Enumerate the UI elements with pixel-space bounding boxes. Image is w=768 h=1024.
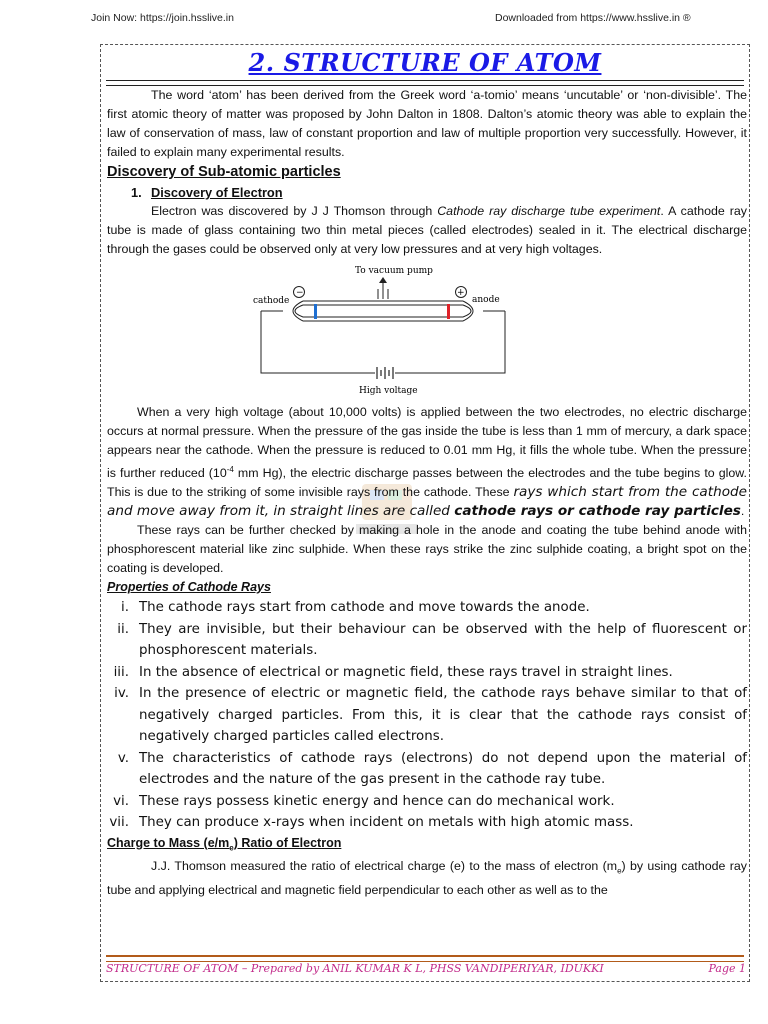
item-text: The characteristics of cathode rays (electrons) do not depend upon the material of electrodes and the nature of the gas present in the cathode ray tube. [139, 750, 747, 788]
cathode-electrode [314, 304, 317, 319]
item-text: These rays possess kinetic energy and hence can do mechanical work. [139, 793, 615, 809]
electron-text-post: . A cathode ray tube is made of glass containing two thin metal pieces (called electrodes) sealed in it. The electrical discharge through the gases could be observed only at very low pressures and at very high voltages. [107, 204, 747, 256]
cathode-ray-tube-diagram [107, 261, 747, 403]
item-text: They are invisible, but their behaviour can be observed with the help of fluorescent or phosphorescent materials. [139, 621, 747, 659]
item-number: ii. [117, 621, 129, 637]
definition-text: rays which start from the cathode and move away from it, in straight lines are called [107, 484, 748, 520]
item-text: The cathode rays start from cathode and move towards the anode. [139, 600, 590, 616]
join-link[interactable]: Join Now: https://join.hsslive.in [91, 12, 234, 24]
item-number: vi. [113, 793, 129, 809]
charge-text-pre: J.J. Thomson measured the ratio of electrical charge (e) to the mass of electron (m [151, 859, 618, 874]
list-item [107, 597, 747, 619]
definition-term: cathode rays or cathode ray particles [454, 503, 741, 520]
subsection-label: Discovery of Electron [151, 185, 283, 200]
pump-arrowhead [379, 277, 387, 283]
voltage-text-2: mm Hg), the electric discharge passes between the electrodes and the tube begins to glow. This is due to the striking of some invisible rays from the cathode. These [107, 466, 748, 500]
voltage-paragraph [107, 403, 747, 521]
charge-sub: e [617, 866, 622, 876]
exponent: -4 [226, 465, 234, 474]
heading-post: ) Ratio of Electron [233, 835, 342, 850]
charge-mass-heading [107, 834, 747, 858]
section-heading: Discovery of Sub-atomic particles [107, 164, 341, 180]
circuit-wire [261, 311, 505, 373]
intro-paragraph: The word ‘atom’ has been derived from the Greek word ‘a-tomio’ means ‘uncutable’ or ‘non-divisible’. The first atomic theory of matter was proposed by John Dalton in 1808. Dalton’s atomic theory was able to explain the law of conservation of mass, law of constant proportion and law of multiple proportion very successfully. However, it failed to explain many experimental results. [107, 88, 747, 159]
list-item [107, 683, 747, 748]
anode-electrode [447, 304, 450, 319]
heading-sub: e [229, 843, 234, 853]
cathode-label: cathode [253, 296, 290, 306]
tube-ends [293, 301, 473, 321]
top-bar [0, 12, 768, 28]
list-item [107, 619, 747, 662]
properties-list [107, 597, 747, 834]
page-title: 2. STRUCTURE OF ATOM [248, 48, 602, 77]
main-content [107, 86, 747, 900]
anode-label: anode [472, 295, 500, 305]
item-number: v. [117, 750, 129, 766]
subsection-number: 1. [131, 185, 142, 200]
item-number: i. [121, 600, 129, 616]
high-voltage-label: High voltage [359, 386, 418, 396]
minus-sign: − [296, 288, 304, 298]
electron-paragraph [107, 202, 747, 259]
tube-outline [303, 301, 463, 321]
glass-tube [295, 305, 471, 317]
vacuum-pump-label: To vacuum pump [355, 266, 433, 276]
item-number: iv. [114, 686, 129, 702]
footer-divider [106, 955, 744, 962]
list-item [107, 812, 747, 834]
electron-text-pre: Electron was discovered by J J Thomson through [151, 204, 438, 218]
subsection-heading [107, 183, 747, 202]
charge-paragraph [107, 857, 747, 899]
list-item [107, 791, 747, 813]
properties-heading: Properties of Cathode Rays [107, 580, 271, 595]
footer-text: STRUCTURE OF ATOM – Prepared by ANIL KUMAR K L, PHSS VANDIPERIYAR, IDUKKI [106, 962, 604, 975]
item-text: In the presence of electric or magnetic field, the cathode rays behave similar to that of negatively charged particles. From this, it is clear that the cathode rays consist of negatively charged particles called electrons. [139, 686, 747, 745]
voltage-text-1: When a very high voltage (about 10,000 volts) is applied between the two electrodes, no electric discharge occurs at normal pressure. When the pressure of the gas inside the tube is less than 1 mm of mercury, a dark space appears near the cathode. When the pressure is reduced to 0.01 mm Hg, it fills the whole tube. When the pressure is further reduced (10 [107, 405, 747, 481]
item-text: They can produce x-rays when incident on metals with high atomic mass. [139, 815, 634, 831]
footer [106, 962, 746, 975]
anode-paragraph: These rays can be further checked by making a hole in the anode and coating the tube behind anode with phosphorescent material like zinc sulphide. When these rays strike the zinc sulphide coating, a bright spot on the coating is developed. [107, 523, 747, 576]
plus-sign: + [457, 288, 465, 298]
battery-icon [377, 367, 393, 379]
experiment-name: Cathode ray discharge tube experiment [437, 204, 661, 218]
item-text: In the absence of electrical or magnetic field, these rays travel in straight lines. [139, 664, 673, 680]
charge-text-post: ) by using cathode ray tube and applying electrical and magnetic field perpendicular to each other as well as to the [107, 859, 747, 897]
item-number: iii. [113, 664, 129, 680]
list-item [107, 748, 747, 791]
list-item [107, 662, 747, 684]
definition-end: . [740, 504, 745, 519]
download-link[interactable]: Downloaded from https://www.hsslive.in ® [495, 12, 691, 24]
item-number: vii. [109, 815, 129, 831]
page-number: Page 1 [708, 962, 746, 975]
heading-pre: Charge to Mass (e/m [107, 835, 230, 850]
